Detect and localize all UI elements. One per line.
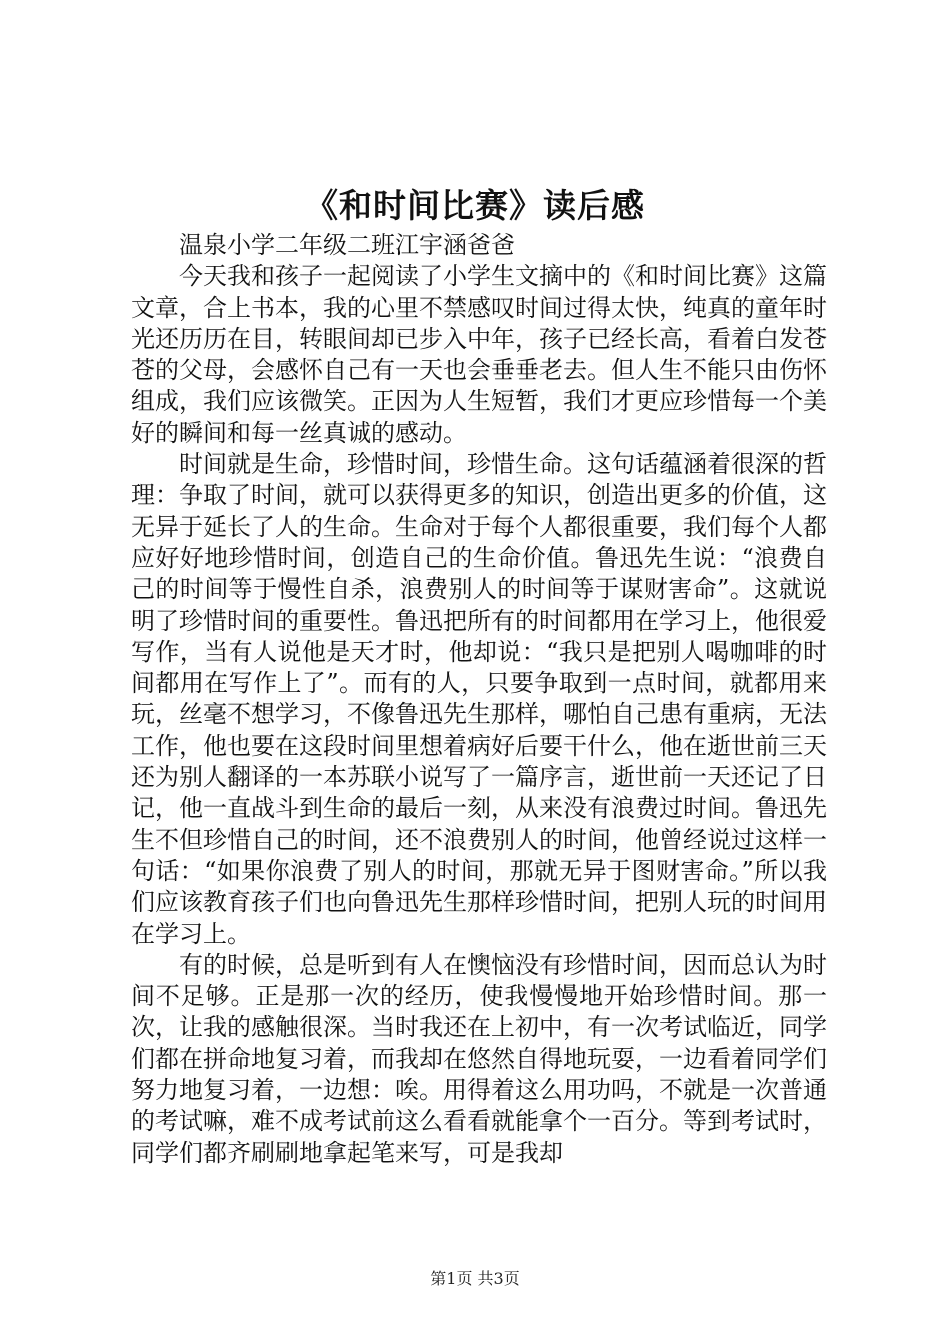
author-line: 温泉小学二年级二班江宇涵爸爸 [179,231,515,259]
page-number-footer: 第1页 共3页 [430,1269,520,1288]
paragraph: 有的时候，总是听到有人在懊恼没有珍惜时间，因而总认为时间不足够。正是那一次的经历，使我慢慢地开始珍惜时间。那一次，让我的感触很深。当时我还在上初中，有一次考试临近，同学们都在拼命地复习着，而我却在悠然自得地玩耍，一边看着同学们努力地复习着，一边想：唉。用得着这么用功吗，不就是一次普通的考试嘛，难不成考试前这么看看就能拿个一百分。等到考试时，同学们都齐刷刷地拿起笔来写，可是我却 [131,950,827,1167]
document-title: 《和时间比赛》读后感 [305,186,645,225]
paragraph: 今天我和孩子一起阅读了小学生文摘中的《和时间比赛》这篇文章，合上书本，我的心里不禁感叹时间过得太快，纯真的童年时光还历历在目，转眼间却已步入中年，孩子已经长高，看着白发苍苍的父母，会感怀自己有一天也会垂垂老去。但人生不能只由伤怀组成，我们应该微笑。正因为人生短暂，我们才更应珍惜每一个美好的瞬间和每一丝真诚的感动。 [131,262,827,447]
document-body [131,230,827,1169]
paragraph: 时间就是生命，珍惜时间，珍惜生命。这句话蕴涵着很深的哲理：争取了时间，就可以获得更多的知识，创造出更多的价值，这无异于延长了人的生命。生命对于每个人都很重要，我们每个人都应好好地珍惜时间，创造自己的生命价值。鲁迅先生说：“浪费自己的时间等于慢性自杀，浪费别人的时间等于谋财害命”。这就说明了珍惜时间的重要性。鲁迅把所有的时间都用在学习上，他很爱写作，当有人说他是天才时，他却说：“我只是把别人喝咖啡的时间都用在写作上了”。而有的人，只要争取到一点时间，就都用来玩，丝毫不想学习，不像鲁迅先生那样，哪怕自己患有重病，无法工作，他也要在这段时间里想着病好后要干什么，他在逝世前三天还为别人翻译的一本苏联小说写了一篇序言，逝世前一天还记了日记，他一直战斗到生命的最后一刻，从来没有浪费过时间。鲁迅先生不但珍惜自己的时间，还不浪费别人的时间，他曾经说过这样一句话：“如果你浪费了别人的时间，那就无异于图财害命。”所以我们应该教育孩子们也向鲁迅先生那样珍惜时间，把别人玩的时间用在学习上。 [131,450,827,948]
